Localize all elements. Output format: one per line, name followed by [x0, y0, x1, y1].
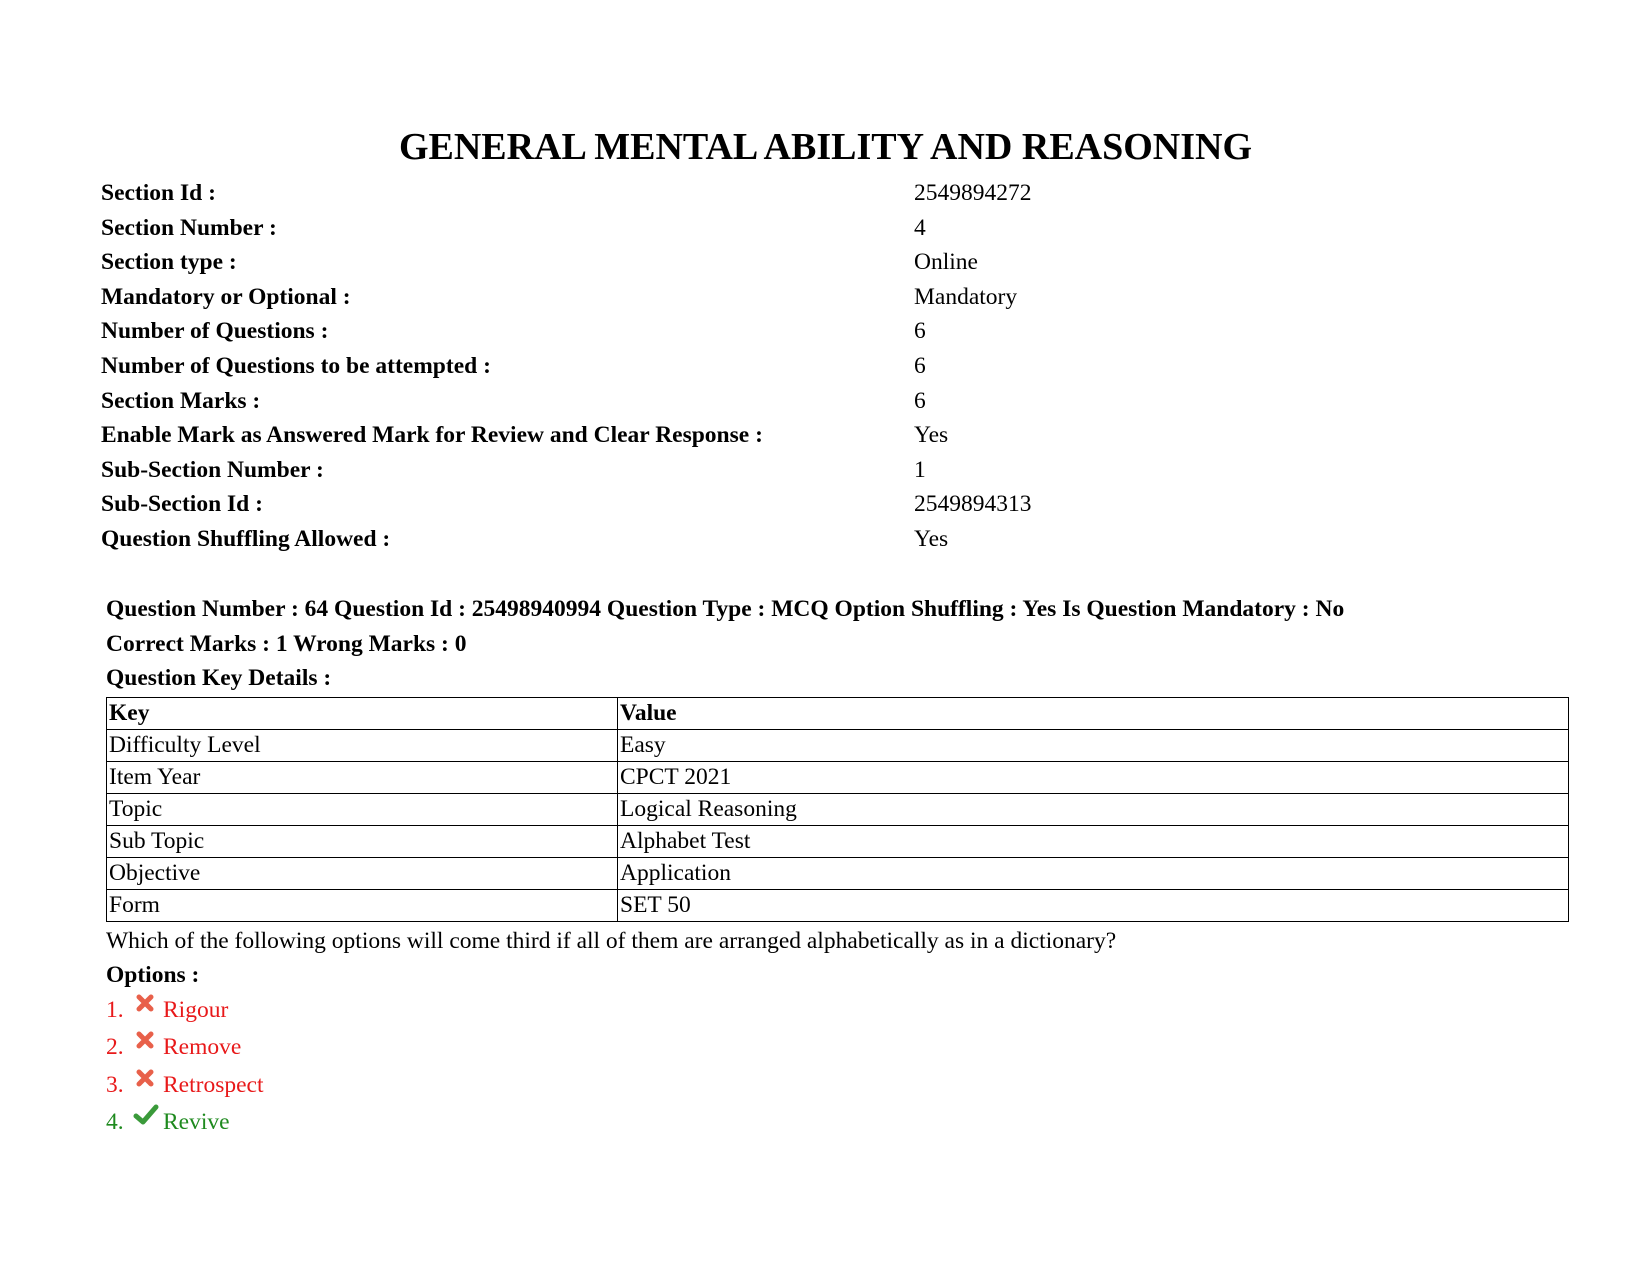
- info-row-subsection-number: [101, 453, 1551, 488]
- table-row: [107, 793, 1569, 825]
- info-row-subsection-id: [101, 487, 1551, 522]
- table-cell-value: SET 50: [618, 889, 1569, 921]
- info-value: 1: [914, 456, 926, 483]
- key-details-label: Question Key Details :: [106, 665, 332, 692]
- option-number: 3.: [106, 1071, 124, 1098]
- table-cell-value: Logical Reasoning: [618, 793, 1569, 825]
- info-label: Section Id :: [101, 180, 216, 206]
- info-row-question-count: [101, 314, 1551, 349]
- info-row-shuffling: [101, 522, 1551, 557]
- info-label: Section Marks :: [101, 387, 261, 414]
- option-text: Remove: [163, 1034, 242, 1061]
- page-title: GENERAL MENTAL ABILITY AND REASONING: [398, 126, 1253, 168]
- info-label: Sub-Section Number :: [101, 456, 324, 483]
- table-header-key: Key: [107, 697, 618, 729]
- table-cell-key: Form: [107, 889, 618, 921]
- cross-icon: [133, 990, 163, 1020]
- option-text: Revive: [163, 1109, 230, 1136]
- table-row: [107, 761, 1569, 793]
- option-number: 2.: [106, 1034, 124, 1061]
- table-cell-key: Topic: [107, 793, 618, 825]
- info-row-section-number: [101, 211, 1551, 246]
- info-value: 6: [914, 352, 926, 379]
- info-label: Enable Mark as Answered Mark for Review and Clear Response :: [101, 422, 763, 449]
- question-header: Question Number : 64 Question Id : 25498940994 Question Type : MCQ Option Shuffling : Yes Is Question Mandatory : No: [106, 596, 1345, 622]
- info-label: Sub-Section Id :: [101, 491, 263, 518]
- check-icon: [133, 1102, 163, 1132]
- info-row-section-marks: [101, 384, 1551, 419]
- info-label: Number of Questions to be attempted :: [101, 352, 491, 379]
- info-label: Mandatory or Optional :: [101, 283, 351, 310]
- info-value: 6: [914, 387, 926, 414]
- info-label: Question Shuffling Allowed :: [101, 525, 391, 552]
- table-header-row: [107, 697, 1569, 729]
- option-text: Retrospect: [163, 1071, 264, 1098]
- option-4: [106, 1104, 1576, 1142]
- option-2: [106, 1029, 1576, 1067]
- table-cell-key: Sub Topic: [107, 825, 618, 857]
- key-details-table: [106, 697, 1569, 922]
- info-value: 4: [914, 214, 926, 241]
- table-cell-value: Application: [618, 857, 1569, 889]
- section-info: [101, 176, 1551, 557]
- info-value: 2549894272: [914, 180, 1032, 206]
- table-row: [107, 825, 1569, 857]
- table-cell-key: Objective: [107, 857, 618, 889]
- info-row-section-type: [101, 245, 1551, 280]
- option-number: 4.: [106, 1109, 124, 1136]
- info-value: Online: [914, 249, 978, 276]
- info-value: Mandatory: [914, 283, 1018, 310]
- option-1: [106, 992, 1576, 1030]
- info-label: Number of Questions :: [101, 318, 329, 345]
- options-label: Options :: [106, 961, 200, 988]
- table-header-value: Value: [618, 697, 1569, 729]
- table-cell-value: CPCT 2021: [618, 761, 1569, 793]
- info-row-section-id: [101, 176, 1551, 211]
- info-value: 2549894313: [914, 491, 1032, 518]
- table-cell-key: Difficulty Level: [107, 729, 618, 761]
- info-row-mandatory: [101, 280, 1551, 315]
- option-3: [106, 1067, 1576, 1105]
- option-number: 1.: [106, 996, 124, 1023]
- info-label: Section Number :: [101, 214, 277, 241]
- question-text: Which of the following options will come third if all of them are arranged alphabetically as in a dictionary?: [106, 927, 1117, 954]
- table-row: [107, 729, 1569, 761]
- table-cell-value: Alphabet Test: [618, 825, 1569, 857]
- table-row: [107, 889, 1569, 921]
- info-value: Yes: [914, 525, 949, 552]
- question-block: [106, 592, 1576, 1142]
- info-value: Yes: [914, 422, 949, 449]
- question-marks: Correct Marks : 1 Wrong Marks : 0: [106, 630, 467, 657]
- info-label: Section type :: [101, 249, 237, 276]
- info-row-enable-mark: [101, 418, 1551, 453]
- option-text: Rigour: [163, 996, 229, 1023]
- info-row-questions-attempted: [101, 349, 1551, 384]
- info-value: 6: [914, 318, 926, 345]
- cross-icon: [133, 1027, 163, 1057]
- table-cell-key: Item Year: [107, 761, 618, 793]
- table-cell-value: Easy: [618, 729, 1569, 761]
- table-row: [107, 857, 1569, 889]
- cross-icon: [133, 1065, 163, 1095]
